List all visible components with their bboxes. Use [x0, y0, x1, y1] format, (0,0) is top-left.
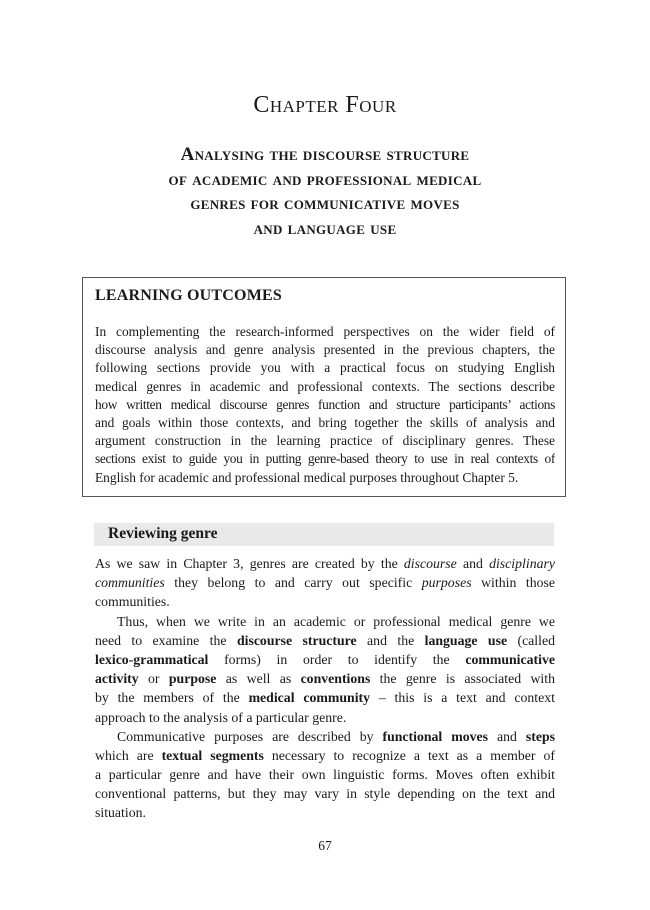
text-line: communities they belong to and carry out specific purposes within those — [95, 575, 555, 591]
chapter-title-line: Analysing the discourse structure — [180, 144, 470, 165]
text-line: Thus, when we write in an academic or professional medical genre we — [117, 613, 555, 629]
text-line: In complementing the research-informed perspectives on the wider field of — [95, 324, 555, 339]
page-number: 67 — [318, 838, 332, 853]
chapter-label: Chapter Four — [253, 92, 397, 118]
text-line: by the members of the medical community – this is a text and context — [95, 690, 555, 706]
text-line: English for academic and professional medical purposes throughout Chapter 5. — [95, 469, 519, 485]
chapter-title — [60, 143, 590, 241]
section-heading-bar — [94, 523, 554, 546]
learning-outcomes-heading: LEARNING OUTCOMES — [95, 287, 282, 304]
text-line: how written medical discourse genres function and structure participants’ actions — [95, 396, 555, 412]
text-line: which are textual segments necessary to recognize a text as a member of — [95, 747, 555, 763]
text-line: following sections provide you with a practical focus on studying English — [95, 360, 555, 376]
chapter-title-line: genres for communicative moves — [190, 193, 460, 214]
learning-outcomes-box — [82, 277, 566, 497]
text-line: lexico-grammatical forms) in order to identify the communicative — [95, 651, 555, 667]
text-line: communities. — [95, 594, 170, 610]
text-line: medical genres in academic and professional contexts. The sections describe — [95, 378, 555, 394]
chapter-title-line: and language use — [253, 217, 397, 239]
text-line: approach to the analysis of a particular genre. — [95, 709, 347, 725]
text-line: a particular genre and have their own linguistic forms. Moves often exhibit — [95, 767, 555, 783]
text-line: activity or purpose as well as conventions the genre is associated with — [95, 671, 555, 687]
text-line: discourse analysis and genre analysis presented in the previous chapters, the — [95, 342, 555, 358]
text-line: sections exist to guide you in putting genre-based theory to use in real contexts of — [95, 451, 555, 467]
body-text — [95, 554, 555, 823]
text-line: As we saw in Chapter 3, genres are created by the discourse and disciplinary — [95, 556, 555, 571]
text-line: and goals within those contexts, and bring together the skills of analysis and — [95, 414, 555, 430]
text-line: Communicative purposes are described by functional moves and steps — [117, 728, 555, 744]
text-line: argument construction in the learning practice of disciplinary genres. These — [95, 433, 555, 449]
text-line: conventional patterns, but they may vary in style depending on the text and — [95, 786, 555, 802]
chapter-title-line: of academic and professional medical — [168, 168, 482, 190]
learning-outcomes-text — [95, 323, 555, 487]
text-line: situation. — [95, 805, 146, 821]
section-heading: Reviewing genre — [108, 525, 218, 542]
text-line: need to examine the discourse structure and the language use (called — [95, 632, 555, 648]
